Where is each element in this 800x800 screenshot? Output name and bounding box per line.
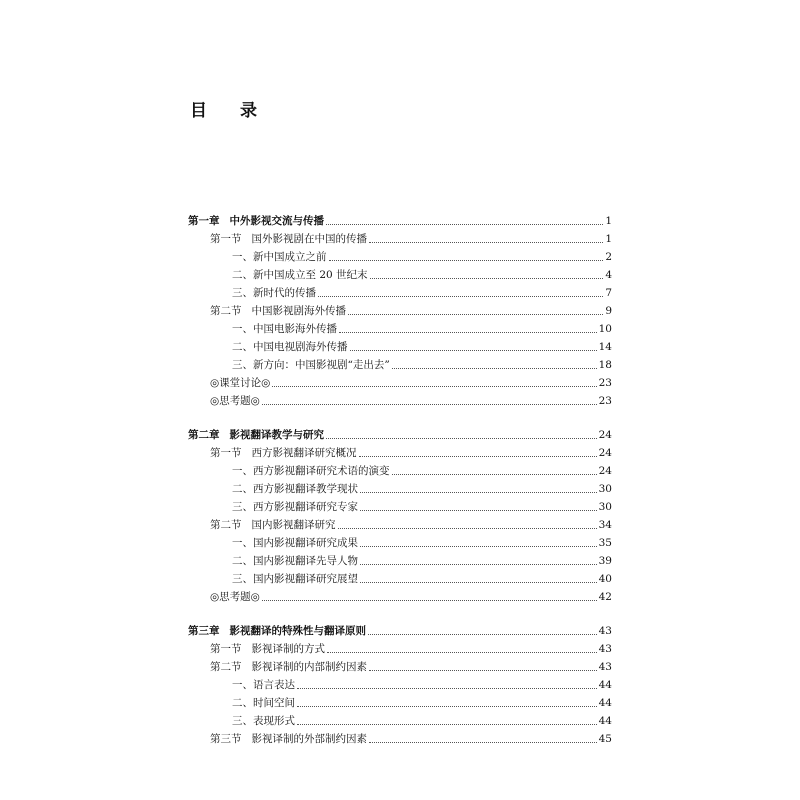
dot-leader — [360, 581, 597, 583]
toc-entry-title: 一、新中国成立之前 — [232, 251, 327, 263]
toc-page-number: 40 — [598, 573, 612, 585]
toc-entry-label — [232, 462, 390, 480]
dot-leader — [369, 241, 603, 243]
toc-page-number: 30 — [598, 501, 612, 513]
toc-entry-label — [188, 212, 324, 230]
dot-leader — [360, 563, 597, 565]
toc-entry-label — [232, 694, 295, 712]
toc-entry-title: 一、中国电影海外传播 — [232, 323, 337, 335]
toc-entry-label — [210, 730, 367, 748]
toc-entry-title: 影视译制的方式 — [251, 643, 325, 655]
toc-entry-title: 一、国内影视翻译研究成果 — [232, 537, 358, 549]
toc-entry-label — [210, 588, 260, 606]
dot-leader — [370, 277, 604, 279]
toc-entry-label — [232, 356, 390, 374]
toc-entry-label — [232, 498, 358, 516]
toc-page-number: 1 — [605, 215, 612, 227]
toc-entry-label — [232, 676, 295, 694]
dot-leader — [329, 259, 604, 261]
toc-entry-title: 二、国内影视翻译先导人物 — [232, 555, 358, 567]
toc-subsection-entry[interactable] — [188, 356, 612, 374]
toc-page-number: 10 — [598, 323, 612, 335]
toc-entry-title: 三、西方影视翻译研究专家 — [232, 501, 358, 513]
toc-entry-label — [232, 320, 337, 338]
toc-entry-label — [188, 622, 366, 640]
dot-leader — [369, 741, 597, 743]
toc-entry-label — [210, 230, 367, 248]
dot-leader — [348, 313, 603, 315]
toc-page-number: 24 — [598, 429, 612, 441]
dot-leader — [326, 223, 603, 225]
toc-section-entry[interactable] — [188, 640, 612, 658]
toc-page-number: 44 — [598, 715, 612, 727]
toc-entry-number: 第一节 — [210, 447, 242, 459]
toc-entry-label — [210, 392, 260, 410]
dot-leader — [359, 455, 597, 457]
toc-subsection-entry[interactable] — [188, 712, 612, 730]
toc-page-number: 30 — [598, 483, 612, 495]
dot-leader — [392, 367, 597, 369]
toc-section-entry[interactable] — [188, 392, 612, 410]
toc-subsection-entry[interactable] — [188, 462, 612, 480]
dot-leader — [360, 491, 597, 493]
dot-leader — [368, 633, 597, 635]
toc-subsection-entry[interactable] — [188, 266, 612, 284]
toc-subsection-entry[interactable] — [188, 480, 612, 498]
toc-section-entry[interactable] — [188, 374, 612, 392]
toc-entry-title: 三、新方向：中国影视剧“走出去” — [232, 359, 390, 371]
toc-section-entry[interactable] — [188, 516, 612, 534]
toc-entry-title: 影视翻译教学与研究 — [229, 429, 324, 441]
toc-entry-number: 第二章 — [188, 429, 220, 441]
toc-section-entry[interactable] — [188, 444, 612, 462]
toc-entry-label — [232, 266, 368, 284]
dot-leader — [272, 385, 596, 387]
toc-section-entry[interactable] — [188, 730, 612, 748]
toc-entry-title: 中外影视交流与传播 — [229, 215, 324, 227]
toc-page-number: 23 — [598, 377, 612, 389]
toc-entry-label — [210, 302, 346, 320]
page-title: 目 录 — [190, 101, 265, 121]
toc-section-entry[interactable] — [188, 588, 612, 606]
toc-page-number: 23 — [598, 395, 612, 407]
toc-entry-title: 三、新时代的传播 — [232, 287, 316, 299]
dot-leader — [297, 705, 597, 707]
dot-leader — [369, 669, 597, 671]
toc-subsection-entry[interactable] — [188, 694, 612, 712]
dot-leader — [392, 473, 597, 475]
toc-entry-label — [232, 712, 295, 730]
toc-entry-title: 一、西方影视翻译研究术语的演变 — [232, 465, 390, 477]
toc-entry-label — [188, 426, 324, 444]
toc-section-entry[interactable] — [188, 230, 612, 248]
dot-leader — [297, 723, 597, 725]
dot-leader — [326, 437, 597, 439]
toc-entry-label — [210, 374, 270, 392]
toc-page-number: 42 — [598, 591, 612, 603]
toc-entry-label — [232, 338, 348, 356]
toc-entry-title: 二、新中国成立至 20 世纪末 — [232, 269, 368, 281]
dot-leader — [339, 331, 597, 333]
toc-page-number: 34 — [598, 519, 612, 531]
toc-section-entry[interactable] — [188, 658, 612, 676]
toc-page-number: 24 — [598, 447, 612, 459]
dot-leader — [338, 527, 597, 529]
toc-page-number: 2 — [605, 251, 612, 263]
toc-page-number: 44 — [598, 697, 612, 709]
dot-leader — [318, 295, 603, 297]
table-of-contents — [188, 212, 612, 748]
toc-subsection-entry[interactable] — [188, 552, 612, 570]
toc-entry-label — [232, 534, 358, 552]
toc-page-number: 14 — [598, 341, 612, 353]
toc-entry-title: 国内影视翻译研究 — [251, 519, 336, 531]
toc-page-number: 45 — [598, 733, 612, 745]
toc-entry-number: 第二节 — [210, 661, 242, 673]
toc-subsection-entry[interactable] — [188, 338, 612, 356]
toc-entry-title: 影视译制的外部制约因素 — [251, 733, 367, 745]
dot-leader — [262, 599, 597, 601]
toc-entry-label — [232, 284, 316, 302]
toc-page-number: 18 — [598, 359, 612, 371]
toc-entry-title: 国外影视剧在中国的传播 — [251, 233, 367, 245]
toc-entry-title: 西方影视翻译研究概况 — [251, 447, 357, 459]
toc-entry-label — [210, 640, 325, 658]
toc-page-number: 9 — [605, 305, 612, 317]
toc-page-number: 35 — [598, 537, 612, 549]
toc-entry-number: 第一节 — [210, 643, 242, 655]
toc-entry-number: 第一节 — [210, 233, 242, 245]
toc-entry-title: 一、语言表达 — [232, 679, 295, 691]
toc-entry-number: 第一章 — [188, 215, 220, 227]
dot-leader — [297, 687, 597, 689]
toc-entry-label — [232, 570, 358, 588]
toc-entry-number: 第三章 — [188, 625, 220, 637]
toc-entry-title: ◎思考题◎ — [210, 395, 260, 407]
toc-subsection-entry[interactable] — [188, 320, 612, 338]
toc-subsection-entry[interactable] — [188, 248, 612, 266]
toc-page-number: 24 — [598, 465, 612, 477]
toc-entry-title: 三、国内影视翻译研究展望 — [232, 573, 358, 585]
toc-subsection-entry[interactable] — [188, 284, 612, 302]
toc-entry-number: 第三节 — [210, 733, 242, 745]
toc-subsection-entry[interactable] — [188, 498, 612, 516]
toc-page-number: 44 — [598, 679, 612, 691]
toc-page-number: 43 — [598, 643, 612, 655]
toc-entry-title: 三、表现形式 — [232, 715, 295, 727]
toc-entry-label — [210, 658, 367, 676]
toc-subsection-entry[interactable] — [188, 676, 612, 694]
dot-leader — [350, 349, 597, 351]
toc-page-number: 7 — [605, 287, 612, 299]
section-gap — [188, 410, 612, 426]
dot-leader — [262, 403, 597, 405]
toc-entry-title: ◎课堂讨论◎ — [210, 377, 271, 389]
toc-entry-title: ◎思考题◎ — [210, 591, 260, 603]
toc-page-number: 43 — [598, 625, 612, 637]
toc-page-number: 4 — [605, 269, 612, 281]
toc-page-number: 1 — [605, 233, 612, 245]
toc-chapter-entry[interactable] — [188, 426, 612, 444]
toc-entry-title: 影视翻译的特殊性与翻译原则 — [229, 625, 366, 637]
toc-entry-label — [232, 480, 358, 498]
toc-entry-title: 二、时间空间 — [232, 697, 295, 709]
toc-subsection-entry[interactable] — [188, 570, 612, 588]
toc-chapter-entry[interactable] — [188, 212, 612, 230]
toc-entry-title: 二、西方影视翻译教学现状 — [232, 483, 358, 495]
toc-section-entry[interactable] — [188, 302, 612, 320]
toc-entry-title: 中国影视剧海外传播 — [251, 305, 346, 317]
toc-entry-label — [210, 516, 336, 534]
dot-leader — [360, 545, 597, 547]
toc-entry-title: 影视译制的内部制约因素 — [251, 661, 367, 673]
toc-entry-label — [210, 444, 357, 462]
toc-entry-label — [232, 248, 327, 266]
toc-entry-title: 二、中国电视剧海外传播 — [232, 341, 348, 353]
toc-entry-number: 第二节 — [210, 305, 242, 317]
section-gap — [188, 606, 612, 622]
toc-subsection-entry[interactable] — [188, 534, 612, 552]
toc-page-number: 43 — [598, 661, 612, 673]
toc-page-number: 39 — [598, 555, 612, 567]
dot-leader — [327, 651, 597, 653]
toc-chapter-entry[interactable] — [188, 622, 612, 640]
toc-entry-number: 第二节 — [210, 519, 242, 531]
dot-leader — [360, 509, 597, 511]
toc-entry-label — [232, 552, 358, 570]
